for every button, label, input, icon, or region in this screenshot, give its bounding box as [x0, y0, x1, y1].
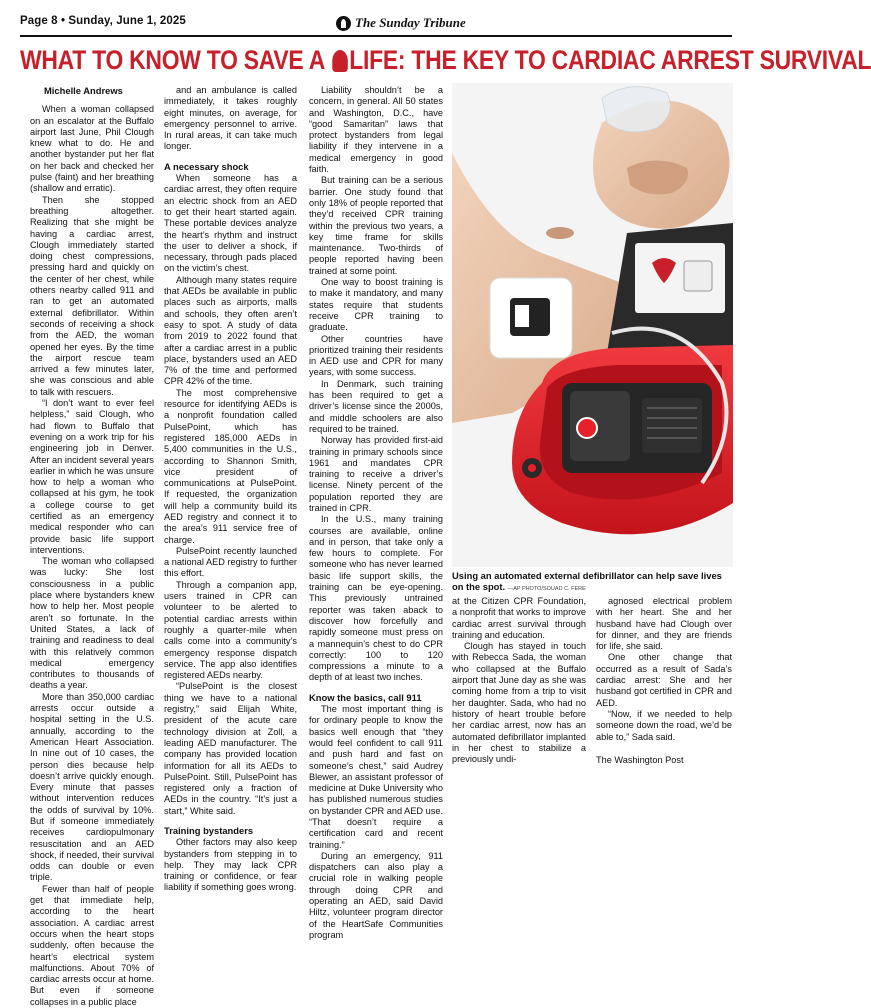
masthead-title: The Sunday Tribune [355, 15, 466, 30]
photo-credit: —AP PHOTO/SOUAD C. FERE [507, 586, 586, 593]
column-4-body [452, 596, 586, 765]
column-2-section-2 [164, 837, 297, 893]
subhead-know-the-basics: Know the basics, call 911 [309, 691, 422, 703]
article-paragraph: PulsePoint recently launched a national AED registry to further this effort. [164, 545, 297, 579]
article-column-5 [596, 596, 732, 765]
article-paragraph: “Now, if we needed to help someone down the road, we’d be able to,” Sada said. [596, 708, 732, 742]
article-paragraph: Other factors may also keep bystanders from stepping in to help. They may lack CPR training or confidence, or fear liability if something goes wrong. [164, 837, 297, 893]
defibrillator-mannequin-illustration [452, 83, 733, 567]
aed-pad [490, 278, 572, 358]
article-paragraph: and an ambulance is called immediately, it takes roughly eight minutes, on average, for emergency personnel to arrive. In rural areas, it can take much longer. [164, 85, 297, 152]
masthead [336, 13, 466, 33]
article-column-4 [452, 596, 586, 765]
page-info: Page 8 • Sunday, June 1, 2025 [20, 15, 186, 27]
article-paragraph: Then she stopped breathing altogether. Realizing that she might be having a cardiac arrest, Clough immediately started doing chest compressions, pressing hard and quickly on the center of her chest, while others nearby called 911 and ran to get an automated external defibrillator. Within seconds of receiving a shock from the AED, the woman opened her eyes. By the time the airport rescue team arrived a few minutes later, she was conscious and able to talk with rescuers. [30, 194, 154, 397]
article-paragraph: More than 350,000 cardiac arrests occur outside a hospital setting in the U.S. annually, according to the American Heart Association. In nine out of 10 cases, the person dies because help doesn’t arrive quickly enough. Every minute that passes without intervention reduces the odds of survival by 10%. But if someone immediately receives cardiopulmonary resuscitation and an AED shock, if needed, their survival odds can double or even triple. [30, 691, 154, 883]
source-credit: The Washington Post [596, 754, 684, 765]
article-paragraph: “PulsePoint is the closest thing we have to a national registry,” said Elijah White, president of the acute care technology division at Zoll, a leading AED manufacturer. The company has provided location information for all its AEDs to PulsePoint. Still, PulsePoint has registered only a fraction of AEDs in the country. “It’s just a start,” White said. [164, 681, 297, 816]
byline: Michelle Andrews [44, 85, 123, 96]
article-paragraph: In Denmark, such training has been required to get a driver’s license since the 2000s, and middle schoolers are also required to be trained. [309, 378, 443, 434]
article-paragraph: Liability shouldn’t be a concern, in general. All 50 states and Washington, D.C., have “good Samaritan” laws that protect bystanders from legal liability if they intervene in a medical emergency in good faith. [309, 85, 443, 175]
header-rule [20, 35, 732, 37]
article-paragraph: The most important thing is for ordinary people to know the basics well enough that “they would feel confident to call 911 and push hard and fast on someone’s chest,” said Audrey Blewer, an assistant professor of medicine at Duke University who has published numerous studies on bystander CPR and AED use. “That doesn’t require a certification card and recent training.” [309, 704, 443, 850]
column-2-section-1 [164, 173, 297, 817]
subhead-necessary-shock: A necessary shock [164, 160, 249, 172]
article-paragraph: One other change that occurred as a result of Sada’s cardiac arrest: She and her husband got certified in CPR and AED. [596, 652, 732, 708]
article-paragraph: One way to boost training is to make it mandatory, and many states require that students receive CPR training to graduate. [309, 277, 443, 333]
article-column-3 [309, 85, 443, 940]
article-paragraph: agnosed electrical problem with her heart. She and her husband have had Clough over for dinner, and they are friends for life, she said. [596, 596, 732, 652]
article-paragraph: In the U.S., many training courses are available, online and in person, that take only a few hours to complete. For someone who has never learned basic life support skills, the training can be eye-opening. This previously untrained reporter was taken aback to discover how forcefully and rapidly someone must press on a mannequin’s chest to do CPR correctly: 100 to 120 compressions a minute to a depth of at least two inches. [309, 514, 443, 683]
article-column-1 [30, 85, 154, 1007]
headline-part-2: LIFE: THE KEY TO CARDIAC ARREST SURVIVAL [349, 45, 871, 75]
column-3-intro [309, 85, 443, 684]
article-paragraph: “I don’t want to ever feel helpless,” said Clough, who had flown to Buffalo that evening on a work trip for his engineering job in Denver. After an incident several years earlier in which he was unsure how to help a woman who collapsed at his gym, he took a college course to get certified as an emergency medical responder who can provide basic life support interventions. [30, 398, 154, 555]
column-2-intro [164, 85, 297, 153]
article-paragraph: But training can be a serious barrier. One study found that only 18% of people reported that they’d received CPR training within the previous two years, a key time frame for skills maintenance. Two-thirds of people reported having been trained at some point. [309, 175, 443, 276]
article-column-2 [164, 85, 297, 893]
page-header [20, 13, 732, 33]
article-paragraph: Fewer than half of people get that immediate help, according to the heart association. A cardiac arrest occurs when the heart stops suddenly, often because the heart’s electrical system malfunctions. About 70% of cardiac arrests occur at home. But even if someone collapses in a public place [30, 883, 154, 1007]
heart-icon [332, 50, 348, 72]
article-paragraph: The woman who collapsed was lucky: She lost consciousness in a public place where bystanders knew how to help her. Most people aren’t so fortunate. In the United States, a lack of training and readiness to deal with this relatively common medical emergency contributes to thousands of deaths a year. [30, 556, 154, 691]
headline [20, 42, 871, 78]
article-paragraph: Norway has provided first-aid training in primary schools since 1961 and mandates CPR training to receive a driver’s license. Ninety percent of the population reported they are trained in CPR. [309, 435, 443, 513]
subhead-training-bystanders: Training bystanders [164, 825, 254, 836]
article-paragraph: Clough has stayed in touch with Rebecca Sada, the woman who collapsed at the Buffalo airport that June day as she was coming home from a trip to visit her daughter. Sada, who had no history of heart trouble before her cardiac arrest, now has an automated defibrillator implanted in her chest to stabilize a previously undi- [452, 641, 586, 765]
tribune-logo-icon [336, 16, 351, 31]
article-paragraph: When someone has a cardiac arrest, they often require an electric shock from an AED to get their heart started again. These portable devices analyze the heart’s rhythm and instruct the user to deliver a shock, if necessary, through pads placed on the victim’s chest. [164, 173, 297, 274]
article-paragraph: Although many states require that AEDs be available in public places such as airports, malls and schools, they often aren’t easy to spot. A study of data from 2019 to 2022 found that after a cardiac arrest in a public place, bystanders used an AED 7% of the time and performed CPR 42% of the time. [164, 274, 297, 387]
column-5-body [596, 596, 732, 743]
article-paragraph: at the Citizen CPR Foundation, a nonprofit that works to improve cardiac arrest survival through training and education. [452, 596, 586, 640]
article-paragraph: During an emergency, 911 dispatchers can also play a crucial role in walking people through doing CPR and operating an AED, said David Hiltz, volunteer program director of the HeartSafe Communities program [309, 850, 443, 940]
article-photo [452, 83, 733, 567]
article-paragraph: When a woman collapsed on an escalator at the Buffalo airport last June, Phil Clough knew what to do. He and another bystander put her flat on her back and checked her pulse (faint) and her breathing (shallow and erratic). [30, 104, 154, 194]
photo-caption [452, 570, 733, 596]
column-3-section [309, 704, 443, 941]
column-1-body [30, 104, 154, 1008]
article-paragraph: Through a companion app, users trained in CPR can volunteer to be alerted to potential cardiac arrests within roughly a quarter-mile when calls come into a community’s emergency response dispatch service. The app also identifies registered AEDs nearby. [164, 579, 297, 681]
caption-text: Using an automated external defibrillator can help save lives on the spot. [452, 570, 722, 593]
article-paragraph: The most comprehensive resource for identifying AEDs is a nonprofit foundation called PulsePoint, which has registered 185,000 AEDs in 5,400 communities in the U.S., according to Shannon Smith, vice president of communications at PulsePoint. If requested, the organization will help a community build its AED registry and connect it to the area’s 911 service free of charge. [164, 387, 297, 545]
article-paragraph: Other countries have prioritized training their residents in AED use and CPR for many years, with some success. [309, 333, 443, 378]
headline-part-1: WHAT TO KNOW TO SAVE A [20, 45, 331, 75]
